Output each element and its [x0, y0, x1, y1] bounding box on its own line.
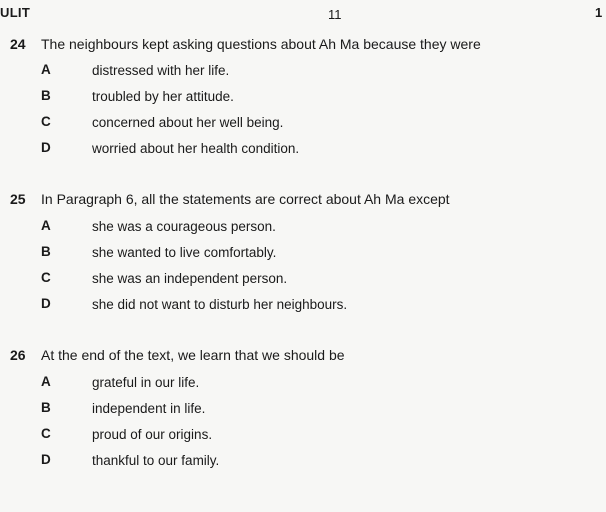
option-letter: A	[41, 218, 51, 233]
header-left-text: ULIT	[0, 5, 31, 20]
option-text: she did not want to disturb her neighbours.	[92, 297, 348, 312]
option-d[interactable]	[0, 140, 606, 158]
option-text: proud of our origins.	[92, 427, 213, 442]
option-letter: D	[41, 140, 51, 155]
option-text: distressed with her life.	[92, 63, 230, 78]
question-number: 26	[10, 347, 26, 363]
page-number: 11	[328, 7, 342, 22]
option-letter: B	[41, 244, 51, 259]
option-d[interactable]	[0, 452, 606, 470]
option-b[interactable]	[0, 400, 606, 418]
option-letter: A	[41, 62, 51, 77]
option-letter: A	[41, 374, 51, 389]
option-a[interactable]	[0, 374, 606, 392]
option-a[interactable]	[0, 218, 606, 236]
option-text: thankful to our family.	[92, 453, 220, 468]
option-text: troubled by her attitude.	[92, 89, 234, 104]
option-letter: D	[41, 296, 51, 311]
option-letter: C	[41, 426, 51, 441]
question-number: 24	[10, 36, 26, 52]
option-text: concerned about her well being.	[92, 115, 284, 130]
option-b[interactable]	[0, 244, 606, 262]
option-text: she was a courageous person.	[92, 219, 276, 234]
option-letter: B	[41, 400, 51, 415]
option-letter: C	[41, 270, 51, 285]
option-text: independent in life.	[92, 401, 206, 416]
option-text: she was an independent person.	[92, 271, 288, 286]
option-text: grateful in our life.	[92, 375, 200, 390]
option-c[interactable]	[0, 426, 606, 444]
option-text: worried about her health condition.	[92, 141, 300, 156]
option-letter: C	[41, 114, 51, 129]
option-text: she wanted to live comfortably.	[92, 245, 277, 260]
question-stem: In Paragraph 6, all the statements are correct about Ah Ma except	[41, 191, 450, 207]
question-number: 25	[10, 191, 26, 207]
option-c[interactable]	[0, 114, 606, 132]
option-letter: D	[41, 452, 51, 467]
question-stem: The neighbours kept asking questions about Ah Ma because they were	[41, 36, 481, 52]
option-a[interactable]	[0, 62, 606, 80]
option-b[interactable]	[0, 88, 606, 106]
option-c[interactable]	[0, 270, 606, 288]
question-stem: At the end of the text, we learn that we should be	[41, 347, 345, 363]
option-d[interactable]	[0, 296, 606, 314]
header-right-text: 1	[595, 5, 603, 20]
option-letter: B	[41, 88, 51, 103]
